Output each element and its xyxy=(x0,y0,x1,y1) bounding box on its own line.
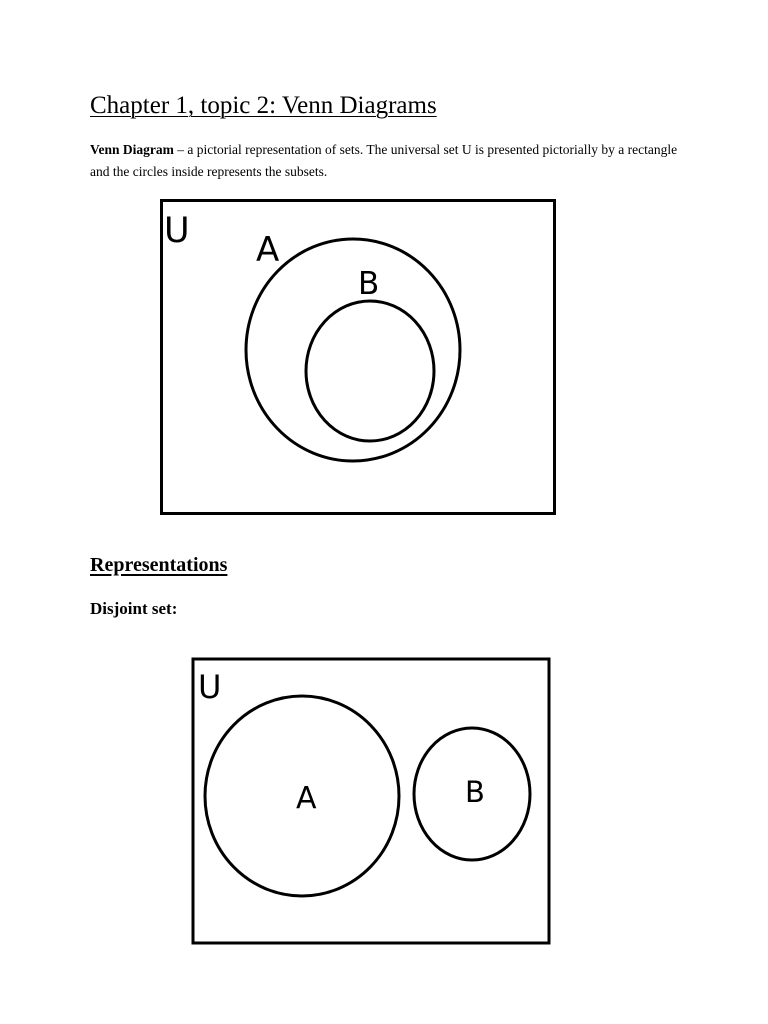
set-a-label: A xyxy=(296,781,317,816)
section-heading-representations: Representations xyxy=(90,554,228,576)
set-b-label: B xyxy=(465,775,485,809)
page-title: Chapter 1, topic 2: Venn Diagrams xyxy=(90,92,437,119)
set-a-label: A xyxy=(256,230,280,270)
universal-set-rectangle xyxy=(193,659,549,943)
universal-set-label: U xyxy=(198,668,222,706)
set-b-label: B xyxy=(358,266,380,302)
definition-term: Venn Diagram xyxy=(90,142,174,157)
universal-set-label: U xyxy=(164,211,190,251)
sub-heading-disjoint-set: Disjoint set: xyxy=(90,599,178,618)
definition-text: – a pictorial representation of sets. The universal set U is presented pictorially by a rectangle and the circles inside represents the subsets. xyxy=(90,142,678,179)
